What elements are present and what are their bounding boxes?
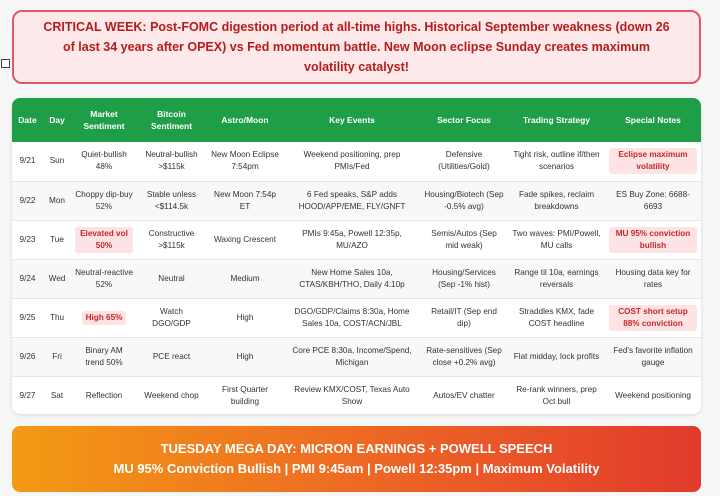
- cell-key-events: New Home Sales 10a, CTAS/KBH/THO, Daily 4:10p: [284, 259, 420, 298]
- cell-astro-moon: High: [206, 298, 284, 337]
- highlight-badge: MU 95% conviction bullish: [609, 227, 697, 253]
- cell-key-events: Review KMX/COST, Texas Auto Show: [294, 384, 410, 406]
- cell-market-sentiment: Quiet-bullish 48%: [71, 142, 137, 181]
- cell-bitcoin-sentiment: Neutral: [137, 259, 206, 298]
- cell-astro-moon: Medium: [206, 259, 284, 298]
- banner-headline: TUESDAY MEGA DAY: MICRON EARNINGS + POWELL SPEECH: [160, 441, 553, 456]
- cell-key-events: 6 Fed speaks, S&P adds HOOD/APP/EME, FLY/GNFT: [284, 181, 420, 220]
- cell-market-sentiment: [71, 298, 137, 337]
- cell-date: 9/26: [12, 337, 43, 376]
- cell-bitcoin-sentiment: Neutral-bullish >$115k: [137, 142, 206, 181]
- cell-day: Mon: [43, 181, 71, 220]
- cell-date: 9/21: [12, 142, 43, 181]
- cell-astro-moon: First Quarter building: [222, 384, 268, 406]
- highlight-badge: High 65%: [82, 311, 127, 325]
- cell-day: Tue: [43, 220, 71, 259]
- highlight-badge: Eclipse maximum volatility: [609, 148, 697, 174]
- cell-day: Fri: [43, 337, 71, 376]
- table-row: [12, 220, 701, 259]
- header-trading-strategy: Trading Strategy: [522, 115, 591, 125]
- cell-market-sentiment: Neutral-reactive 52%: [71, 259, 137, 298]
- cell-bitcoin-sentiment: Stable unless <$114.5k: [137, 181, 206, 220]
- cell-market-sentiment: Choppy dip-buy 52%: [71, 181, 137, 220]
- header-key-events: Key Events: [329, 115, 375, 125]
- header-special-notes: Special Notes: [625, 115, 681, 125]
- cell-date: 9/22: [12, 181, 43, 220]
- cell-sector-focus: Retail/IT (Sep end dip): [420, 298, 508, 337]
- cell-sector-focus: Semis/Autos (Sep mid weak): [420, 220, 508, 259]
- cell-special-notes: [605, 298, 701, 337]
- header-astro-moon: Astro/Moon: [221, 115, 269, 125]
- header-day: Day: [49, 115, 65, 125]
- cell-date: 9/23: [12, 220, 43, 259]
- alert-text: CRITICAL WEEK: Post-FOMC digestion period at all-time highs. Historical September weakness (down 26 of last 34 years after OPEX) vs Fed momentum battle. New Moon eclipse Sunday creates maximum volatility catalyst!: [43, 20, 670, 74]
- cell-bitcoin-sentiment: Watch DGO/GDP: [137, 298, 206, 337]
- tuesday-mega-day-banner: [12, 426, 701, 492]
- cell-bitcoin-sentiment: Weekend chop: [144, 390, 199, 400]
- cell-day: Thu: [43, 298, 71, 337]
- critical-week-alert: [12, 10, 701, 84]
- weekly-schedule-table: [12, 98, 701, 414]
- cell-key-events: PMIs 9:45a, Powell 12:35p, MU/AZO: [284, 220, 420, 259]
- cell-astro-moon: Waxing Crescent: [206, 220, 284, 259]
- cell-date: 9/25: [12, 298, 43, 337]
- cell-market-sentiment: [71, 220, 137, 259]
- highlight-badge: Elevated vol 50%: [75, 227, 133, 253]
- cell-special-notes: Fed's favorite inflation gauge: [605, 337, 701, 376]
- cell-trading-strategy: Fade spikes, reclaim breakdowns: [508, 181, 605, 220]
- cell-bitcoin-sentiment: PCE react: [137, 337, 206, 376]
- header-bitcoin-sentiment: Bitcoin Sentiment: [150, 109, 193, 131]
- cell-sector-focus: Housing/Services (Sep -1% hist): [420, 259, 508, 298]
- cell-date: 9/27: [19, 390, 36, 400]
- highlight-badge: COST short setup 88% conviction: [609, 305, 697, 331]
- cell-sector-focus: Autos/EV chatter: [433, 390, 495, 400]
- header-sector-focus: Sector Focus: [437, 115, 491, 125]
- cell-key-events: Core PCE 8:30a, Income/Spend, Michigan: [284, 337, 420, 376]
- cell-trading-strategy: Two waves: PMI/Powell, MU calls: [508, 220, 605, 259]
- cell-market-sentiment: Binary AM trend 50%: [71, 337, 137, 376]
- table-row: [12, 181, 701, 220]
- checkbox-icon: [1, 59, 10, 68]
- cell-sector-focus: Rate-sensitives (Sep close +0.2% avg): [420, 337, 508, 376]
- cell-trading-strategy: Straddles KMX, fade COST headline: [508, 298, 605, 337]
- cell-trading-strategy: Tight risk, outline if/then scenarios: [508, 142, 605, 181]
- cell-trading-strategy: Range til 10a, earnings reversals: [508, 259, 605, 298]
- header-date: Date: [18, 115, 37, 125]
- cell-date: 9/24: [12, 259, 43, 298]
- table-row: [12, 337, 701, 376]
- cell-special-notes: Housing data key for rates: [605, 259, 701, 298]
- cell-market-sentiment: Reflection: [85, 390, 123, 400]
- cell-key-events: Weekend positioning, prep PMIs/Fed: [284, 142, 420, 181]
- table-row: [12, 259, 701, 298]
- cell-sector-focus: Housing/Biotech (Sep -0.5% avg): [420, 181, 508, 220]
- table-row: [12, 376, 701, 414]
- cell-astro-moon: High: [206, 337, 284, 376]
- cell-key-events: DGO/GDP/Claims 8:30a, Home Sales 10a, COST/ACN/JBL: [284, 298, 420, 337]
- banner-subline: MU 95% Conviction Bullish | PMI 9:45am | Powell 12:35pm | Maximum Volatility: [113, 461, 600, 476]
- cell-day: Wed: [43, 259, 71, 298]
- cell-special-notes: Weekend positioning: [615, 390, 691, 400]
- cell-special-notes: ES Buy Zone: 6688-6693: [605, 181, 701, 220]
- table-header-row: [12, 98, 701, 142]
- cell-sector-focus: Defensive (Utilities/Gold): [420, 142, 508, 181]
- header-market-sentiment: Market Sentiment: [83, 109, 125, 131]
- cell-astro-moon: New Moon 7:54p ET: [206, 181, 284, 220]
- cell-astro-moon: New Moon Eclipse 7:54pm: [206, 142, 284, 181]
- cell-bitcoin-sentiment: Constructive >$115k: [137, 220, 206, 259]
- table-row: [12, 298, 701, 337]
- cell-trading-strategy: Re-rank winners, prep Oct bull: [516, 384, 597, 406]
- cell-trading-strategy: Flat midday, lock profits: [508, 337, 605, 376]
- table-row: [12, 142, 701, 181]
- cell-special-notes: [605, 220, 701, 259]
- cell-special-notes: [605, 142, 701, 181]
- cell-day: Sat: [50, 390, 64, 400]
- cell-day: Sun: [43, 142, 71, 181]
